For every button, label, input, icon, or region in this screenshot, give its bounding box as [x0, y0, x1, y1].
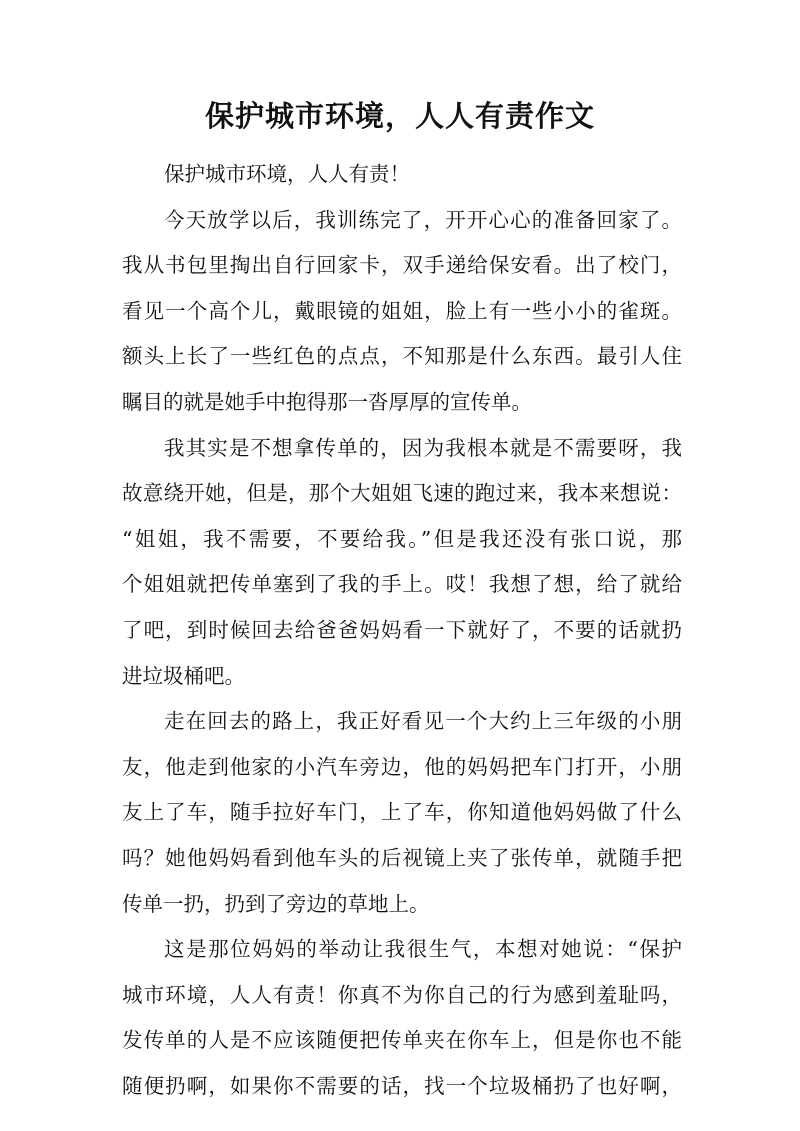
text-line: 走在回去的路上，我正好看见一个大约上三年级的小朋 [164, 709, 682, 734]
text-line: 发传单的人是不应该随便把传单夹在你车上，但是你也不能 [122, 1028, 682, 1053]
text-line: 保护城市环境，人人有责！ [164, 162, 410, 186]
text-line: “姐姐，我不需要，不要给我。”但是我还没有张口说，那 [122, 526, 682, 551]
text-line: 我其实是不想拿传单的，因为我根本就是不需要呀，我 [164, 435, 682, 460]
text-line: 友上了车，随手拉好车门，上了车，你知道他妈妈做了什么 [122, 800, 682, 825]
text-line: 城市环境，人人有责！你真不为你自己的行为感到羞耻吗， [122, 982, 682, 1007]
text-line: 额头上长了一些红色的点点，不知那是什么东西。最引人住 [122, 344, 682, 369]
text-line: 这是那位妈妈的举动让我很生气，本想对她说：“保护 [164, 937, 682, 962]
text-line: 进垃圾桶吧。 [122, 663, 245, 688]
text-line: 随便扔啊，如果你不需要的话，找一个垃圾桶扔了也好啊， [122, 1073, 682, 1098]
text-line: 瞩目的就是她手中抱得那一沓厚厚的宣传单。 [122, 389, 532, 414]
text-line: 传单一扔，扔到了旁边的草地上。 [122, 891, 430, 916]
text-line: 看见一个高个儿，戴眼镜的姐姐，脸上有一些小小的雀斑。 [122, 298, 682, 323]
text-line: 吗？她他妈妈看到他车头的后视镜上夹了张传单，就随手把 [122, 845, 682, 870]
document-body [122, 152, 682, 1109]
text-line: 了吧，到时候回去给爸爸妈妈看一下就好了，不要的话就扔 [122, 617, 682, 642]
text-line: 友，他走到他家的小汽车旁边，他的妈妈把车门打开，小朋 [122, 754, 682, 779]
text-line: 今天放学以后，我训练完了，开开心心的准备回家了。 [164, 207, 682, 232]
text-line: 故意绕开她，但是，那个大姐姐飞速的跑过来，我本来想说： [122, 481, 682, 506]
text-line: 个姐姐就把传单塞到了我的手上。哎！我想了想，给了就给 [122, 572, 682, 597]
document-title: 保护城市环境，人人有责作文 [204, 99, 595, 133]
text-line: 我从书包里掏出自行回家卡，双手递给保安看。出了校门， [122, 253, 682, 278]
